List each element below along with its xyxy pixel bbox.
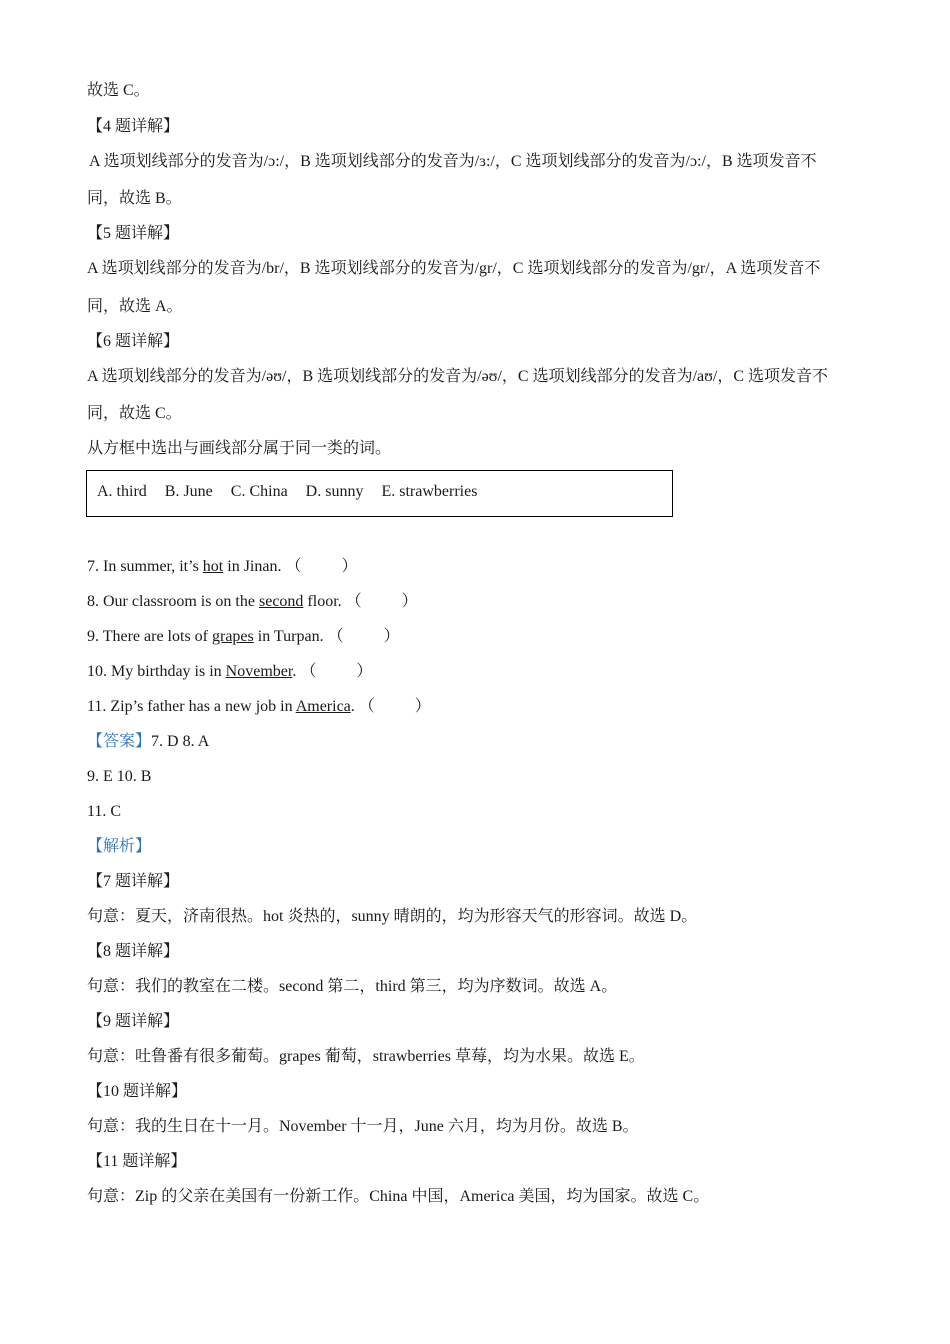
q9-explanation: 句意：吐鲁番有很多葡萄。grapes 葡萄，strawberries 草莓，均为水果。故选 E。 [87, 1048, 645, 1065]
previous-conclusion: 故选 C。 [87, 82, 150, 99]
option-c: C. China [230, 483, 288, 500]
underlined-word: hot [202, 558, 224, 575]
question-9: 9. There are lots of grapes in Turpan. （ ） [87, 628, 400, 645]
q7-explanation: 句意：夏天，济南很热。hot 炎热的，sunny 晴朗的，均为形容天气的形容词。故选 D。 [87, 908, 698, 925]
answer-line-2: 9. E 10. B [87, 768, 152, 785]
answer-line-1: 【答案】7. D 8. A [87, 733, 210, 750]
q8-explanation: 句意：我们的教室在二楼。second 第二，third 第三，均为序数词。故选 A。 [87, 978, 618, 995]
option-d: D. sunny [305, 483, 364, 500]
answer-line-3: 11. C [87, 803, 122, 820]
answer-blank: （ ） [358, 698, 431, 715]
answer-blank: （ ） [285, 558, 358, 575]
q5-header: 【5 题详解】 [87, 225, 180, 242]
q4-explanation-line2: 同，故选 B。 [87, 190, 182, 207]
underlined-word: America [295, 698, 351, 715]
question-7: 7. In summer, it’s hot in Jinan. （ ） [87, 558, 358, 575]
question-11: 11. Zip’s father has a new job in America. （ ） [87, 698, 431, 715]
underlined-word: second [258, 593, 304, 610]
q7-header: 【7 题详解】 [87, 873, 180, 890]
answer-blank: （ ） [300, 663, 373, 680]
option-e: E. strawberries [381, 483, 478, 500]
q5-explanation-line1: A 选项划线部分的发音为/br/，B 选项划线部分的发音为/gr/，C 选项划线部分的发音为/gr/，A 选项发音不 [87, 260, 821, 277]
q8-header: 【8 题详解】 [87, 943, 180, 960]
question-8: 8. Our classroom is on the second floor. （ ） [87, 593, 418, 610]
q9-header: 【9 题详解】 [87, 1013, 180, 1030]
option-b: B. June [164, 483, 213, 500]
question-10: 10. My birthday is in November. （ ） [87, 663, 373, 680]
answer-label: 【答案】 [87, 733, 152, 750]
answer-blank: （ ） [327, 628, 400, 645]
q10-header: 【10 题详解】 [87, 1083, 188, 1100]
q11-explanation: 句意：Zip 的父亲在美国有一份新工作。China 中国，America 美国，均为国家。故选 C。 [87, 1188, 710, 1205]
section-instruction: 从方框中选出与画线部分属于同一类的词。 [87, 440, 392, 457]
underlined-word: grapes [212, 628, 254, 645]
analysis-label: 【解析】 [87, 838, 152, 855]
q4-explanation-line1: A 选项划线部分的发音为/ɔ:/，B 选项划线部分的发音为/ɜ:/，C 选项划线部分的发音为/ɔ:/，B 选项发音不 [89, 153, 817, 170]
answer-blank: （ ） [345, 593, 418, 610]
q6-explanation-line2: 同，故选 C。 [87, 405, 182, 422]
underlined-word: November [225, 663, 293, 680]
q6-explanation-line1: A 选项划线部分的发音为/əʊ/，B 选项划线部分的发音为/əʊ/，C 选项划线部分的发音为/aʊ/，C 选项发音不 [87, 368, 829, 385]
q11-header: 【11 题详解】 [87, 1153, 187, 1170]
q4-header: 【4 题详解】 [87, 118, 180, 135]
q5-explanation-line2: 同，故选 A。 [87, 298, 183, 315]
q6-header: 【6 题详解】 [87, 333, 180, 350]
word-options-box [86, 470, 673, 517]
option-a: A. third [97, 483, 147, 500]
q10-explanation: 句意：我的生日在十一月。November 十一月，June 六月，均为月份。故选 B。 [87, 1118, 639, 1135]
